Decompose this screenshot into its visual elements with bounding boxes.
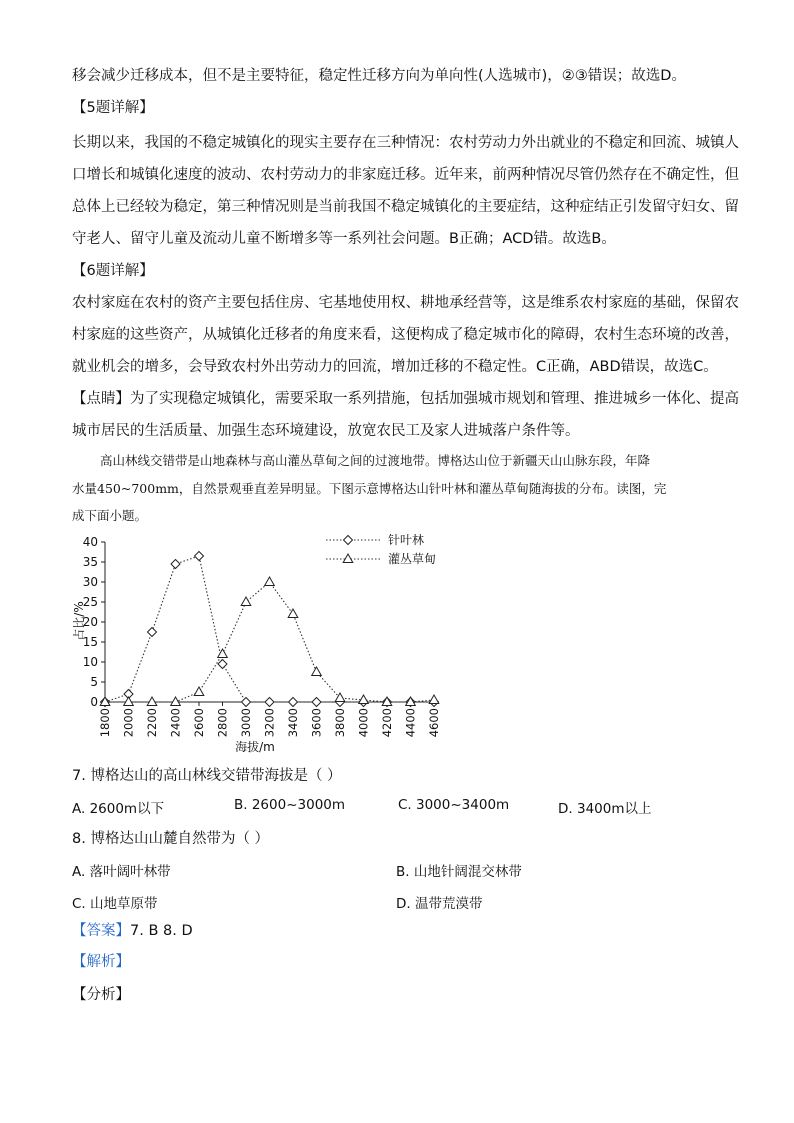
triangle-marker <box>343 554 353 563</box>
q8-option-b[interactable]: B. 山地针阔混交林带 <box>396 864 522 880</box>
x-tick-label: 3200 <box>262 708 277 738</box>
y-tick-label: 10 <box>82 655 98 669</box>
x-tick-label: 2200 <box>145 708 159 738</box>
diamond-marker <box>171 560 180 569</box>
y-tick-label: 35 <box>82 555 98 569</box>
y-axis-label: 占比/% <box>72 601 86 641</box>
x-axis-label: 海拔/m <box>235 740 275 754</box>
text-line <box>72 389 739 409</box>
dianjing-text: 为了实现稳定城镇化，需要采取一系列措施，包括加强城市规划和管理、推进城乡一体化、提高 <box>130 391 739 407</box>
text-line: 城市居民的生活质量、加强生态环境建设，放宽农民工及家人进城落户条件等。 <box>72 423 580 439</box>
x-tick-label: 3600 <box>309 708 324 738</box>
x-tick-label: 3800 <box>333 708 347 738</box>
diamond-marker <box>312 698 321 707</box>
text-line: 守老人、留守儿童及流动儿童不断增多等一系列社会问题。B正确；ACD错。故选B。 <box>72 231 616 247</box>
x-tick-label: 2000 <box>121 708 136 738</box>
diamond-marker <box>218 660 227 669</box>
triangle-marker <box>147 697 157 706</box>
y-tick-label: 20 <box>82 615 98 629</box>
triangle-marker <box>312 667 322 676</box>
triangle-marker <box>429 695 439 704</box>
question-8-stem: 8. 博格达山山麓自然带为（ ） <box>72 831 270 847</box>
x-tick-label: 1800 <box>98 708 112 738</box>
x-tick-label: 3400 <box>286 708 300 738</box>
section-heading-6: 【6题详解】 <box>72 263 154 279</box>
analysis-tag: 【解析】 <box>72 954 130 970</box>
text-line: 总体上已经较为稳定，第三种情况则是当前我国不稳定城镇化的主要症结，这种症结正引发留守妇女、留 <box>72 199 739 215</box>
text-line: 长期以来，我国的不稳定城镇化的现实主要存在三种情况：农村劳动力外出就业的不稳定和回流、城镇人 <box>72 135 739 151</box>
q7-option-d[interactable]: D. 3400m以上 <box>558 801 652 817</box>
series-line-2 <box>105 582 434 702</box>
section-heading-5: 【5题详解】 <box>72 100 154 116</box>
q8-option-a[interactable]: A. 落叶阔叶林带 <box>72 864 171 880</box>
text-line: 口增长和城镇化速度的波动、农村劳动力的非家庭迁移。近年来，前两种情况尽管仍然存在不确定性，但 <box>72 167 739 183</box>
answer-text: 7. B 8. D <box>130 923 193 939</box>
y-tick-label: 5 <box>90 675 98 689</box>
y-tick-label: 30 <box>82 575 98 589</box>
diamond-marker <box>265 698 274 707</box>
y-tick-label: 0 <box>90 695 98 709</box>
altitude-distribution-chart <box>64 528 464 758</box>
y-tick-label: 25 <box>82 595 98 609</box>
triangle-marker <box>194 687 204 696</box>
x-tick-label: 2600 <box>192 708 206 738</box>
text-line: 移会减少迁移成本，但不是主要特征，稳定性迁移方向为单向性(人选城市)，②③错误；故选D。 <box>72 68 686 84</box>
diamond-marker <box>148 628 157 637</box>
triangle-marker <box>124 697 134 706</box>
x-tick-label: 3000 <box>239 708 253 738</box>
answer-line <box>72 921 722 941</box>
x-tick-label: 4600 <box>427 708 441 738</box>
fenxi-tag: 【分析】 <box>72 987 130 1003</box>
triangle-marker <box>265 577 275 586</box>
x-tick-label: 2400 <box>168 708 183 738</box>
diamond-marker <box>195 552 204 561</box>
intro-line: 高山林线交错带是山地森林与高山灌丛草甸之间的过渡地带。博格达山位于新疆天山山脉东段，年降 <box>100 453 651 468</box>
diamond-marker <box>289 698 298 707</box>
legend-label: 针叶林 <box>388 533 425 547</box>
question-7-stem: 7. 博格达山的高山林线交错带海拔是（ ） <box>72 768 342 784</box>
q8-option-c[interactable]: C. 山地草原带 <box>72 896 158 912</box>
diamond-marker <box>344 536 353 545</box>
dianjing-tag: 【点睛】 <box>72 391 130 407</box>
y-tick-label: 40 <box>82 535 98 549</box>
q7-option-b[interactable]: B. 2600~3000m <box>234 797 346 813</box>
legend-label: 灌丛草甸 <box>388 552 437 566</box>
answer-tag: 【答案】 <box>72 923 130 939</box>
triangle-marker <box>241 597 251 606</box>
x-tick-label: 4000 <box>356 708 371 738</box>
text-line: 村家庭的这些资产，从城镇化迁移者的角度来看，这便构成了稳定城市化的障碍，农村生态环境的改善， <box>72 327 739 343</box>
intro-line: 水量450~700mm，自然景观垂直差异明显。下图示意博格达山针叶林和灌丛草甸随海拔的分布。读图，完 <box>72 481 667 496</box>
q7-option-c[interactable]: C. 3000~3400m <box>398 797 510 813</box>
y-tick-label: 15 <box>82 635 98 649</box>
x-tick-label: 2800 <box>215 708 230 738</box>
q8-option-d[interactable]: D. 温带荒漠带 <box>396 896 483 912</box>
text-line: 农村家庭在农村的资产主要包括住房、宅基地使用权、耕地承经营等，这是维系农村家庭的基础，保留农 <box>72 295 739 311</box>
diamond-marker <box>242 698 251 707</box>
intro-line: 成下面小题。 <box>72 508 148 523</box>
triangle-marker <box>171 697 181 706</box>
text-line: 就业机会的增多，会导致农村外出劳动力的回流，增加迁移的不稳定性。C正确，ABD错误，故选C。 <box>72 359 718 375</box>
x-tick-label: 4200 <box>380 708 394 738</box>
x-tick-label: 4400 <box>403 708 418 738</box>
q7-option-a[interactable]: A. 2600m以下 <box>72 801 165 817</box>
